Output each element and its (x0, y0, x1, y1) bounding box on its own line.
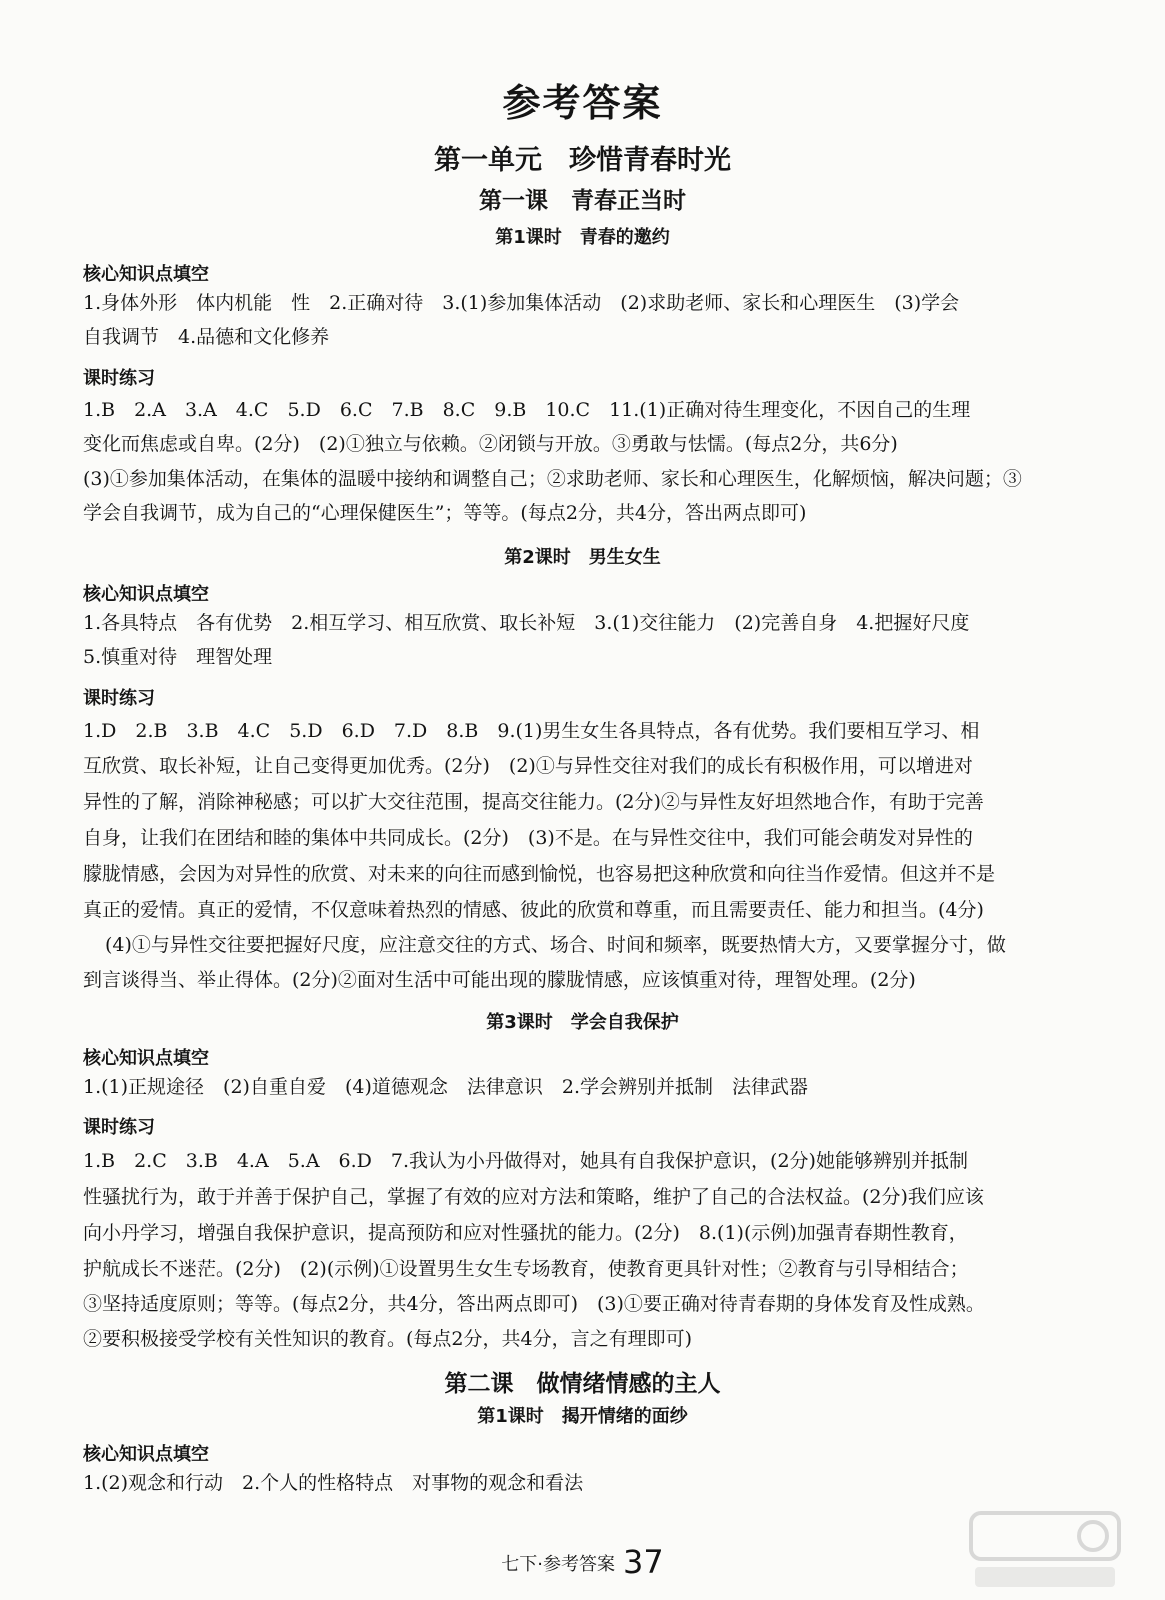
answer-line: 真正的爱情。真正的爱情，不仅意味着热烈的情感、彼此的欣赏和尊重，而且需要责任、能力和担当。(4分) (83, 899, 984, 921)
page-number: 37 (623, 1543, 664, 1581)
answer-line: 自身，让我们在团结和睦的集体中共同成长。(2分) (3)不是。在与异性交往中，我们可能会萌发对异性的 (83, 827, 973, 849)
answer-line: 1.各具特点 各有优势 2.相互学习、相互欣赏、取长补短 3.(1)交往能力 (2)完善自身 4.把握好尺度 (83, 612, 970, 634)
lesson-heading: 第一课 青春正当时 (479, 188, 686, 214)
answer-line: 到言谈得当、举止得体。(2分)②面对生活中可能出现的朦胧情感，应该慎重对待，理智处理。(2分) (83, 969, 916, 991)
section-heading-core: 核心知识点填空 (83, 1048, 209, 1069)
answer-line: 1.(1)正规途径 (2)自重自爱 (4)道德观念 法律意识 2.学会辨别并抵制 法律武器 (83, 1076, 808, 1098)
answer-line: 1.D 2.B 3.B 4.C 5.D 6.D 7.D 8.B 9.(1)男生女生各具特点，各有优势。我们要相互学习、相 (83, 720, 980, 742)
section-heading-core: 核心知识点填空 (83, 264, 209, 285)
answer-line: 自我调节 4.品德和文化修养 (83, 326, 330, 348)
section-heading-practice: 课时练习 (83, 1117, 155, 1138)
period-heading: 第1课时 揭开情绪的面纱 (477, 1406, 688, 1427)
answer-line: 变化而焦虑或自卑。(2分) (2)①独立与依赖。②闭锁与开放。③勇敢与怯懦。(每点2分，共6分) (83, 433, 898, 455)
answer-line: 互欣赏、取长补短，让自己变得更加优秀。(2分) (2)①与异性交往对我们的成长有积极作用，可以增进对 (83, 755, 973, 777)
watermark-logo-icon (965, 1503, 1125, 1595)
section-heading-practice: 课时练习 (83, 368, 155, 389)
period-heading: 第2课时 男生女生 (504, 547, 661, 568)
answer-line: 向小丹学习，增强自我保护意识，提高预防和应对性骚扰的能力。(2分) 8.(1)(示例)加强青春期性教育， (83, 1222, 968, 1244)
answer-line: 5.慎重对待 理智处理 (83, 646, 273, 668)
answer-line: 朦胧情感，会因为对异性的欣赏、对未来的向往而感到愉悦，也容易把这种欣赏和向往当作爱情。但这并不是 (83, 863, 996, 885)
unit-heading: 第一单元 珍惜青春时光 (434, 145, 731, 176)
section-heading-practice: 课时练习 (83, 688, 155, 709)
period-heading: 第1课时 青春的邀约 (495, 227, 670, 248)
answer-line: (3)①参加集体活动，在集体的温暖中接纳和调整自己；②求助老师、家长和心理医生，化解烦恼，解决问题；③ (83, 468, 1022, 490)
answer-line: 1.B 2.C 3.B 4.A 5.A 6.D 7.我认为小丹做得对，她具有自我保护意识，(2分)她能够辨别并抵制 (83, 1150, 968, 1172)
answer-line: 护航成长不迷茫。(2分) (2)(示例)①设置男生女生专场教育，使教育更具针对性；②教育与引导相结合； (83, 1258, 969, 1280)
answer-line: 学会自我调节，成为自己的“心理保健医生”；等等。(每点2分，共4分，答出两点即可) (83, 502, 807, 524)
answer-line: (4)①与异性交往要把握好尺度，应注意交往的方式、场合、时间和频率，既要热情大方，又要掌握分寸，做 (105, 934, 1006, 956)
lesson-heading: 第二课 做情绪情感的主人 (444, 1371, 721, 1397)
period-heading: 第3课时 学会自我保护 (486, 1012, 679, 1033)
footer-label: 七下·参考答案 (501, 1554, 615, 1575)
section-heading-core: 核心知识点填空 (83, 1444, 209, 1465)
answer-line: 1.身体外形 体内机能 性 2.正确对待 3.(1)参加集体活动 (2)求助老师、家长和心理医生 (3)学会 (83, 292, 960, 314)
page-title: 参考答案 (502, 81, 663, 125)
answer-line: ②要积极接受学校有关性知识的教育。(每点2分，共4分，言之有理即可) (83, 1328, 693, 1350)
answer-line: 1.B 2.A 3.A 4.C 5.D 6.C 7.B 8.C 9.B 10.C 11.(1)正确对待生理变化，不因自己的生理 (83, 399, 971, 421)
answer-line: 1.(2)观念和行动 2.个人的性格特点 对事物的观念和看法 (83, 1472, 584, 1494)
answer-line: 异性的了解，消除神秘感；可以扩大交往范围，提高交往能力。(2分)②与异性友好坦然地合作，有助于完善 (83, 791, 984, 813)
answer-line: ③坚持适度原则；等等。(每点2分，共4分，答出两点即可) (3)①要正确对待青春期的身体发育及性成熟。 (83, 1293, 985, 1315)
section-heading-core: 核心知识点填空 (83, 584, 209, 605)
answer-line: 性骚扰行为，敢于并善于保护自己，掌握了有效的应对方法和策略，维护了自己的合法权益。(2分)我们应该 (83, 1186, 984, 1208)
